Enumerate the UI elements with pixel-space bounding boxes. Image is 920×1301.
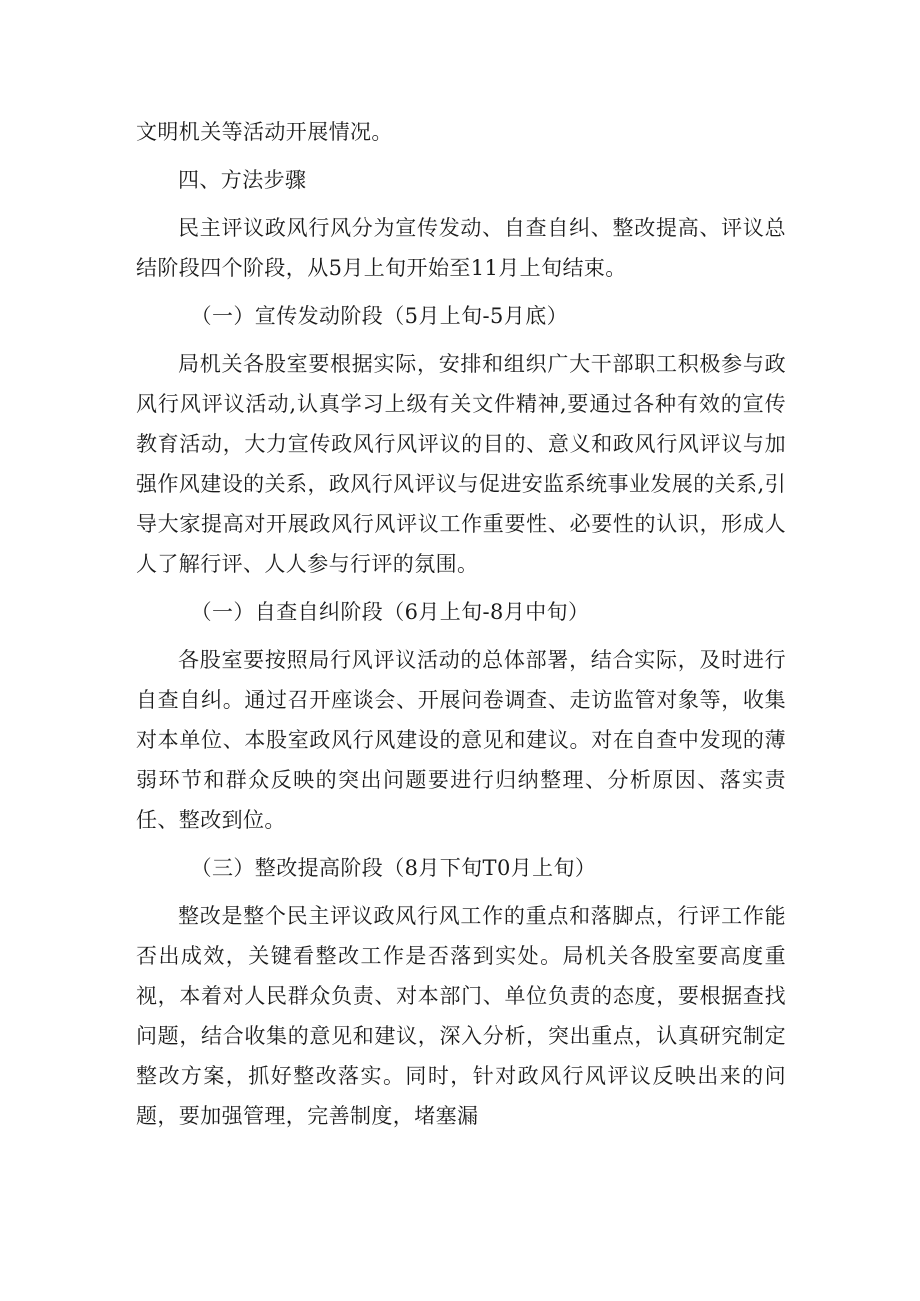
- subheading-self-check-stage: （一）自查自纠阶段（6月上旬-8月中旬）: [190, 600, 590, 624]
- paragraph-publicity-stage: 局机关各股室要根据实际，安排和组织广大干部职工积极参与政风行风评议活动,认真学习上级有关文件精神,要通过各种有效的宣传教育活动，大力宣传政风行风评议的目的、意义和政风行风评议与加强作风建设的关系，政风行风评议与促进安监系统事业发展的关系,引导大家提高对开展政风行风评议工作重要性、必要性的认识，形成人人了解行评、人人参与行评的氛围。: [136, 352, 786, 576]
- document-body: [136, 112, 786, 1144]
- subheading-rectification-stage: （三）整改提高阶段（8月下旬T0月上旬）: [190, 856, 597, 880]
- paragraph-rectification-stage: 整改是整个民主评议政风行风工作的重点和落脚点，行评工作能否出成效，关键看整改工作是否落到实处。局机关各股室要高度重视，本着对人民群众负责、对本部门、单位负责的态度，要根据查找问题，结合收集的意见和建议，深入分析，突出重点，认真研究制定整改方案，抓好整改落实。同时，针对政风行风评议反映出来的问题，要加强管理，完善制度，堵塞漏: [136, 904, 786, 1128]
- subheading-publicity-stage: （一）宣传发动阶段（5月上旬-5月底）: [190, 304, 569, 328]
- section-heading-methods: 四、方法步骤: [178, 168, 307, 192]
- paragraph-self-check-stage: 各股室要按照局行风评议活动的总体部署，结合实际，及时进行自查自纠。通过召开座谈会、开展问卷调查、走访监管对象等，收集对本单位、本股室政风行风建设的意见和建议。对在自查中发现的薄弱环节和群众反映的突出问题要进行归纳整理、分析原因、落实责任、整改到位。: [136, 648, 786, 832]
- paragraph-overview: 民主评议政风行风分为宣传发动、自查自纠、整改提高、评议总结阶段四个阶段，从5月上旬开始至11月上旬结束。: [136, 216, 786, 280]
- paragraph-continuation: 文明机关等活动开展情况。: [136, 120, 393, 144]
